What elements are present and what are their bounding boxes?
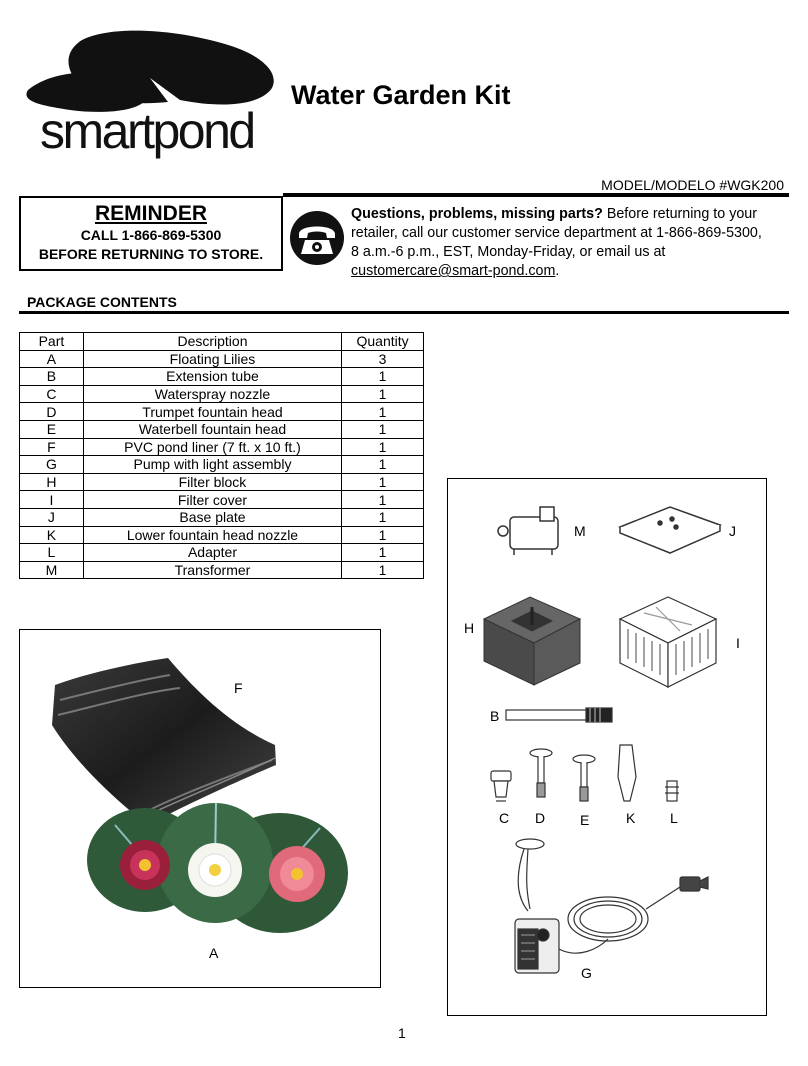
table-header-row xyxy=(20,333,424,351)
table-row xyxy=(20,491,424,509)
table-row xyxy=(20,350,424,368)
label-i: I xyxy=(736,635,740,651)
cell-quantity: 1 xyxy=(342,403,424,421)
transformer-image xyxy=(498,507,558,555)
section-divider xyxy=(19,311,789,314)
cell-description: Trumpet fountain head xyxy=(83,403,341,421)
cell-quantity: 3 xyxy=(342,350,424,368)
cell-part: A xyxy=(20,350,84,368)
trumpet-fountain-head-image xyxy=(530,749,552,797)
parts-figure xyxy=(447,478,767,1016)
label-h: H xyxy=(464,620,475,636)
cell-quantity: 1 xyxy=(342,473,424,491)
waterbell-fountain-head-image xyxy=(573,755,595,801)
cell-quantity: 1 xyxy=(342,368,424,386)
package-contents-table xyxy=(19,332,424,579)
cell-quantity: 1 xyxy=(342,544,424,562)
header-quantity: Quantity xyxy=(342,333,424,351)
package-contents-heading: PACKAGE CONTENTS xyxy=(27,294,177,310)
model-number: MODEL/MODELO #WGK200 xyxy=(601,177,784,193)
cell-description: Extension tube xyxy=(83,368,341,386)
label-a: A xyxy=(209,945,219,961)
cell-quantity: 1 xyxy=(342,385,424,403)
waterspray-nozzle-image xyxy=(491,771,511,801)
cell-description: Transformer xyxy=(83,561,341,579)
reminder-box xyxy=(19,196,283,271)
liner-lilies-figure xyxy=(19,629,381,988)
label-m: M xyxy=(574,523,586,539)
label-b: B xyxy=(490,708,500,724)
base-plate-image xyxy=(620,507,720,553)
table-row xyxy=(20,385,424,403)
header-divider xyxy=(283,193,789,197)
adapter-image xyxy=(665,781,679,801)
parts-drawing xyxy=(448,479,766,1015)
page-title: Water Garden Kit xyxy=(291,80,511,110)
cell-description: Base plate xyxy=(83,508,341,526)
telephone-icon xyxy=(289,210,345,266)
cell-quantity: 1 xyxy=(342,526,424,544)
filter-block-image xyxy=(484,597,580,685)
lower-fountain-nozzle-image xyxy=(618,745,636,801)
filter-cover-image xyxy=(620,597,716,687)
cell-part: J xyxy=(20,508,84,526)
cell-description: Filter block xyxy=(83,473,341,491)
cell-description: Floating Lilies xyxy=(83,350,341,368)
table-row xyxy=(20,561,424,579)
cell-quantity: 1 xyxy=(342,438,424,456)
table-row xyxy=(20,403,424,421)
table-row xyxy=(20,420,424,438)
cell-quantity: 1 xyxy=(342,561,424,579)
logo-wordmark: smartpond xyxy=(40,103,254,159)
cell-part: F xyxy=(20,438,84,456)
cell-description: Waterspray nozzle xyxy=(83,385,341,403)
table-row xyxy=(20,544,424,562)
label-c: C xyxy=(499,810,510,826)
label-e: E xyxy=(580,812,590,828)
label-j: J xyxy=(729,523,736,539)
cell-quantity: 1 xyxy=(342,420,424,438)
liner-lilies-drawing xyxy=(20,630,380,987)
cell-part: G xyxy=(20,456,84,474)
table-row xyxy=(20,508,424,526)
reminder-call-line: CALL 1-866-869-5300 xyxy=(80,227,222,243)
cell-description: PVC pond liner (7 ft. x 10 ft.) xyxy=(83,438,341,456)
label-f: F xyxy=(234,680,243,696)
header-part: Part xyxy=(20,333,84,351)
reminder-title: REMINDER xyxy=(94,202,207,225)
extension-tube-image xyxy=(506,708,612,722)
cell-description: Filter cover xyxy=(83,491,341,509)
header-description: Description xyxy=(83,333,341,351)
table-row xyxy=(20,456,424,474)
cell-part: L xyxy=(20,544,84,562)
cell-description: Waterbell fountain head xyxy=(83,420,341,438)
cell-part: E xyxy=(20,420,84,438)
table-row xyxy=(20,526,424,544)
cell-part: I xyxy=(20,491,84,509)
contact-body: Before returning to your retailer, call our customer service department at 1-866-869-5300, 8 a.m.-6 p.m., EST, Monday-Friday, or email us at xyxy=(351,206,762,260)
cell-part: C xyxy=(20,385,84,403)
cell-part: B xyxy=(20,368,84,386)
cell-description: Lower fountain head nozzle xyxy=(83,526,341,544)
table-row xyxy=(20,368,424,386)
page-number: 1 xyxy=(398,1025,406,1041)
cell-part: H xyxy=(20,473,84,491)
support-email-link[interactable]: customercare@smart-pond.com xyxy=(351,263,556,279)
cell-part: M xyxy=(20,561,84,579)
cell-description: Adapter xyxy=(83,544,341,562)
label-d: D xyxy=(535,810,546,826)
table-row xyxy=(20,438,424,456)
contact-lead: Questions, problems, missing parts? xyxy=(351,206,603,222)
contact-info xyxy=(351,205,771,281)
pump-light-assembly-image xyxy=(515,839,708,973)
cell-description: Pump with light assembly xyxy=(83,456,341,474)
cell-quantity: 1 xyxy=(342,456,424,474)
label-l: L xyxy=(670,810,678,826)
cell-quantity: 1 xyxy=(342,508,424,526)
contact-end: . xyxy=(555,263,560,279)
cell-quantity: 1 xyxy=(342,491,424,509)
label-k: K xyxy=(626,810,636,826)
label-g: G xyxy=(581,965,592,981)
cell-part: K xyxy=(20,526,84,544)
table-row xyxy=(20,473,424,491)
cell-part: D xyxy=(20,403,84,421)
reminder-store-line: BEFORE RETURNING TO STORE. xyxy=(38,246,264,262)
floating-lilies-image xyxy=(87,803,348,933)
